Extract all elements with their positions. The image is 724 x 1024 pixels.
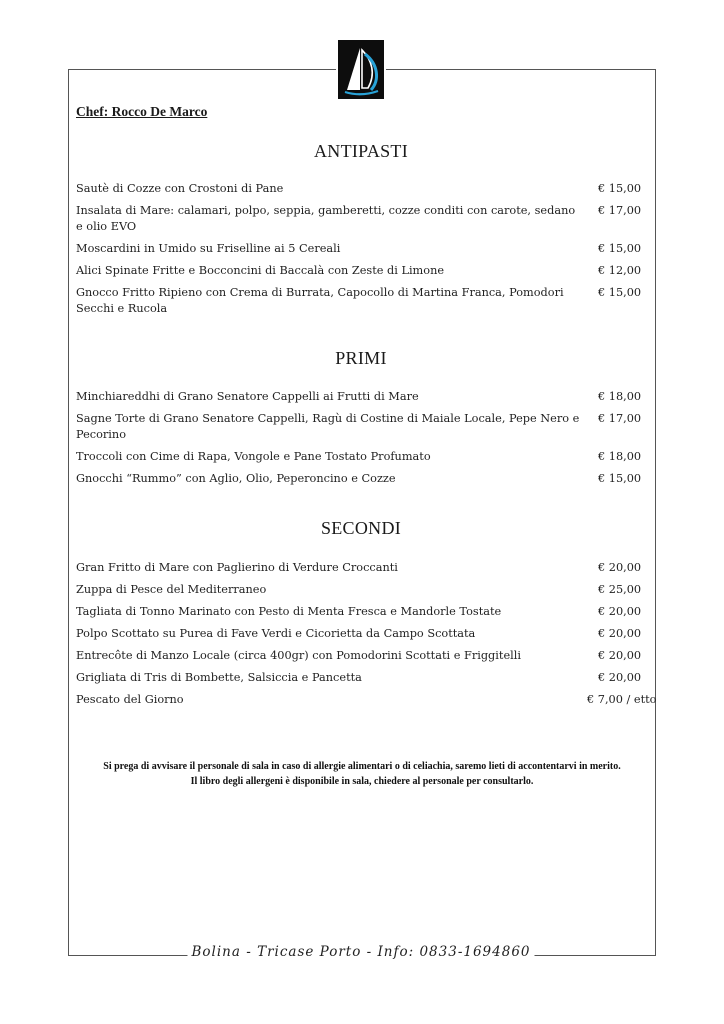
allergy-notice [70,759,654,789]
menu-item [76,203,646,235]
menu-item [76,560,646,576]
menu-item [76,241,646,257]
item-price: € 15,00 [598,472,642,485]
section-title-antipasti: ANTIPASTI [313,141,409,161]
item-name: Sagne Torte di Grano Senatore Cappelli, Ragù di Costine di Maiale Locale, Pepe Nero e Pecorino [76,412,580,441]
menu-item [76,263,646,279]
item-price: € 17,00 [598,204,642,217]
menu-item [76,626,646,642]
menu-item [76,411,646,443]
item-price: € 15,00 [598,242,642,255]
item-name: Moscardini in Umido su Friselline ai 5 Cereali [76,242,341,255]
menu-item [76,471,646,487]
chef-credit: Chef: Rocco De Marco [76,104,208,119]
item-name: Gnocchi “Rummo” con Aglio, Olio, Peperoncino e Cozze [76,472,396,485]
item-name: Grigliata di Tris di Bombette, Salsiccia e Pancetta [76,671,362,684]
section-title-secondi: SECONDI [320,518,402,538]
item-price: € 12,00 [598,264,642,277]
item-name: Sautè di Cozze con Crostoni di Pane [76,182,284,195]
item-name: Insalata di Mare: calamari, polpo, seppia, gamberetti, cozze conditi con carote, sedano e olio EVO [76,204,576,233]
menu-item [76,692,657,708]
item-name: Gnocco Fritto Ripieno con Crema di Burrata, Capocollo di Martina Franca, Pomodori Secchi e Rucola [76,286,564,315]
menu-item [76,582,646,598]
item-name: Pescato del Giorno [76,693,184,706]
item-price: € 20,00 [598,671,642,684]
item-price: € 20,00 [598,649,642,662]
item-name: Zuppa di Pesce del Mediterraneo [76,583,267,596]
bolina-sail-logo-icon [338,40,384,99]
item-name: Gran Fritto di Mare con Paglierino di Verdure Croccanti [76,561,398,574]
menu-item [76,449,646,465]
footer-contact: Bolina - Tricase Porto - Info: 0833-1694860 [187,944,534,960]
menu-item [76,604,646,620]
item-name: Alici Spinate Fritte e Bocconcini di Baccalà con Zeste di Limone [76,264,445,277]
menu-item [76,389,646,405]
item-price: € 15,00 [598,182,642,195]
item-price: € 18,00 [598,450,642,463]
item-name: Entrecôte di Manzo Locale (circa 400gr) con Pomodorini Scottati e Friggitelli [76,649,521,662]
menu-item [76,648,646,664]
menu-item [76,285,646,317]
item-name: Tagliata di Tonno Marinato con Pesto di Menta Fresca e Mandorle Tostate [76,605,502,618]
section-title-primi: PRIMI [335,348,387,368]
menu-item [76,181,646,197]
allergy-notice-line: Si prega di avvisare il personale di sala in caso di allergie alimentari o di celiachia, saremo lieti di accontentarvi in merito. [103,761,621,772]
item-price: € 18,00 [598,390,642,403]
item-name: Minchiareddhi di Grano Senatore Cappelli ai Frutti di Mare [76,390,419,403]
item-price: € 20,00 [598,561,642,574]
item-price: € 15,00 [598,286,642,299]
menu-item [76,670,646,686]
item-name: Polpo Scottato su Purea di Fave Verdi e Cicorietta da Campo Scottata [76,627,476,640]
item-price: € 17,00 [598,412,642,425]
footer [68,944,654,964]
item-price: € 25,00 [598,583,642,596]
item-price: € 20,00 [598,627,642,640]
allergen-book-line: Il libro degli allergeni è disponibile in sala, chiedere al personale per consultarlo. [190,776,534,787]
item-price: € 7,00 / etto [587,693,657,706]
item-name: Troccoli con Cime di Rapa, Vongole e Pane Tostato Profumato [76,450,431,463]
item-price: € 20,00 [598,605,642,618]
